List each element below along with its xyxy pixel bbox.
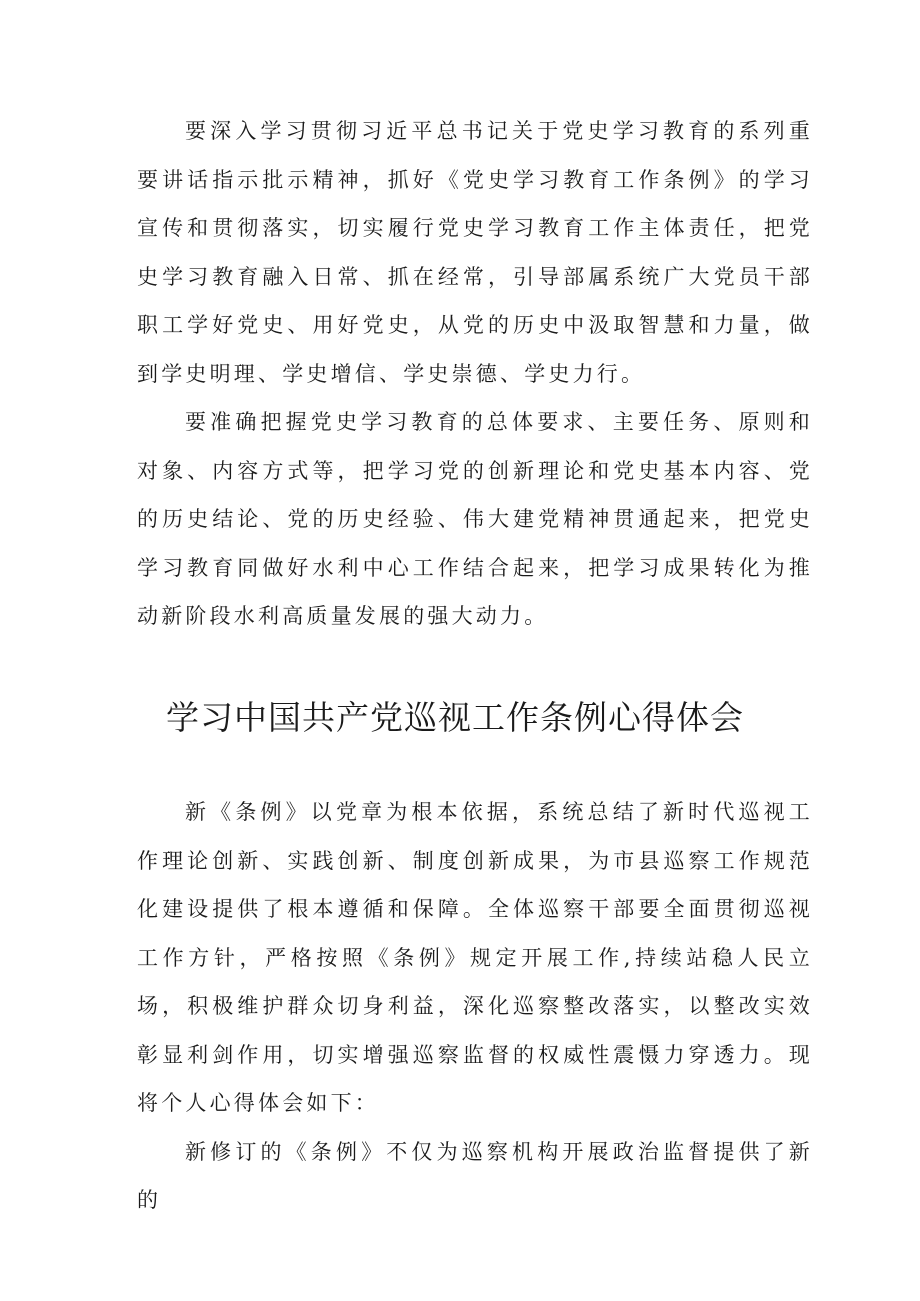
section-2-title: 学习中国共产党巡视工作条例心得体会 [166, 698, 744, 737]
paragraph: 新《条例》以党章为根本依据，系统总结了新时代巡视工作理论创新、实践创新、制度创新成果，为市县巡察工作规范化建设提供了根本遵循和保障。全体巡察干部要全面贯彻巡视工作方针，严格按照《条例》规定开展工作,持续站稳人民立场，积极维护群众切身利益，深化巡察整改落实，以整改实效彰显利剑作用，切实增强巡察监督的权威性震慑力穿透力。现将个人心得体会如下： [137, 800, 813, 1115]
paragraph: 要深入学习贯彻习近平总书记关于党史学习教育的系列重要讲话指示批示精神，抓好《党史学习教育工作条例》的学习宣传和贯彻落实，切实履行党史学习教育工作主体责任，把党史学习教育融入日常、抓在经常，引导部属系统广大党员干部职工学好党史、用好党史，从党的历史中汲取智慧和力量，做到学史明理、学史增信、学史崇德、学史力行。 [137, 119, 813, 386]
section-1-body [137, 107, 813, 641]
paragraph: 要准确把握党史学习教育的总体要求、主要任务、原则和对象、内容方式等，把学习党的创新理论和党史基本内容、党的历史结论、党的历史经验、伟大建党精神贯通起来，把党史学习教育同做好水利中心工作结合起来，把学习成果转化为推动新阶段水利高质量发展的强大动力。 [137, 410, 813, 628]
paragraph: 新修订的《条例》不仅为巡察机构开展政治监督提供了新的 [137, 1139, 813, 1212]
section-2-body [137, 788, 813, 1225]
